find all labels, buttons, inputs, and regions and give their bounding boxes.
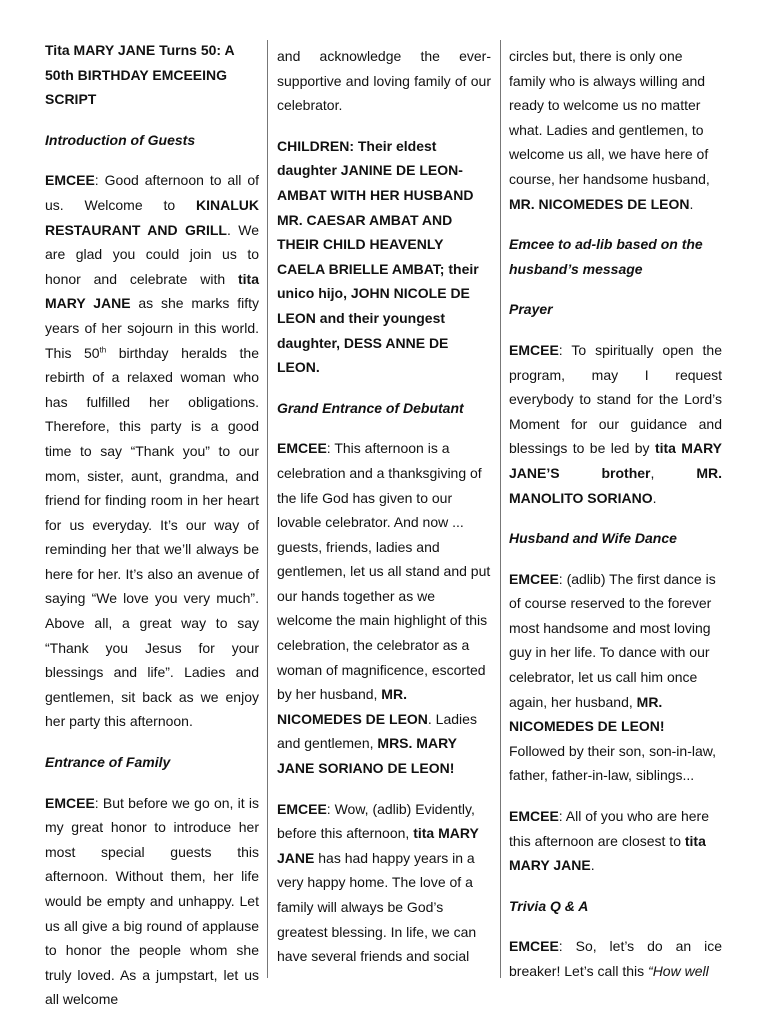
paragraph-welcome: EMCEE: Good afternoon to all of us. Welcome to KINALUK RESTAURANT AND GRILL. We are glad you could join us to honor and celebrate with tita MARY JANE as she marks fifty years of her sojourn in this world. This 50th birthday heralds the rebirth of a relaxed woman who has fulfilled her obligations. Therefore, this party is a good time to say “Thank you” to our mom, sister, aunt, grandma, and friend for finding room in her heart for us everyday. It’s our way of reminding her that we’ll always be here for her. It’s also an avenue of saying “We love you very much”. Above all, a great way to say “Thank you Jesus for your blessings and life”. Ladies and gentlemen, sit back as we enjoy her party this afternoon. — [45, 172, 260, 730]
column-3 — [509, 44, 722, 984]
heading-trivia: Trivia Q & A — [509, 897, 589, 914]
emcee-label: EMCEE — [509, 570, 559, 587]
emcee-label: EMCEE — [277, 440, 327, 457]
document-title: Tita MARY JANE Turns 50: A 50th BIRTHDAY EMCEEING SCRIPT — [45, 42, 235, 108]
heading-prayer: Prayer — [509, 301, 553, 318]
column-divider-left — [267, 40, 268, 978]
column-1 — [45, 38, 259, 1012]
paragraph-closest: EMCEE: All of you who are here this afternoon are closest to tita MARY JANE. — [509, 808, 709, 874]
column-divider-right — [500, 40, 501, 978]
paragraph-husband-welcome: circles but, there is only one family who is always willing and ready to welcome us no matter what. Ladies and gentlemen, to welcome us all, we have here of course, her handsome husband, MR. NICOMEDES DE LEON. — [509, 48, 710, 212]
emcee-label: EMCEE — [509, 938, 559, 955]
paragraph-family-continued: and acknowledge the ever-supportive and loving family of our celebrator. — [277, 48, 491, 114]
column-2 — [277, 44, 491, 969]
paragraph-ice-breaker: EMCEE: So, let’s do an ice breaker! Let’s call this “How well — [509, 938, 722, 979]
heading-introduction-of-guests: Introduction of Guests — [45, 131, 196, 148]
heading-grand-entrance: Grand Entrance of Debutant — [277, 399, 464, 416]
emcee-label: EMCEE — [277, 800, 327, 817]
paragraph-prayer: EMCEE: To spiritually open the program, may I request everybody to stand for the Lord’s Moment for our guidance and blessings to be led by tita MARY JANE’S brother, MR. MANOLITO SORIANO. — [509, 341, 723, 506]
emcee-label: EMCEE — [509, 341, 559, 358]
heading-ad-lib-note: Emcee to ad-lib based on the husband’s message — [509, 236, 703, 277]
emcee-label: EMCEE — [45, 794, 95, 811]
heading-husband-wife-dance: Husband and Wife Dance — [509, 530, 677, 547]
heading-entrance-of-family: Entrance of Family — [45, 754, 171, 771]
paragraph-grand-entrance: EMCEE: This afternoon is a celebration and a thanksgiving of the life God has given to our lovable celebrator. And now ... guests, friends, ladies and gentlemen, let us all stand and put our hands together as we welcome the main highlight of this celebration, the celebrator as a woman of magnificence, escorted by her husband, MR. NICOMEDES DE LEON. Ladies and gentlemen, MRS. MARY JANE SORIANO DE LEON! — [277, 440, 491, 777]
paragraph-first-dance: EMCEE: (adlib) The first dance is of course reserved to the forever most handsome and most loving guy in her life. To dance with our celebrator, let us call him once again, her husband, MR. NICOMEDES DE LEON! Followed by their son, son-in-law, father, father-in-law, siblings... — [509, 570, 716, 784]
paragraph-children: CHILDREN: Their eldest daughter JANINE DE LEON-AMBAT WITH HER HUSBAND MR. CAESAR AMBAT AND THEIR CHILD HEAVENLY CAELA BRIELLE AMBAT; their unico hijo, JOHN NICOLE DE LEON and their youngest daughter, DESS ANNE DE LEON. — [277, 137, 479, 376]
paragraph-happy-home: EMCEE: Wow, (adlib) Evidently, before this afternoon, tita MARY JANE has had happy years in a very happy home. The love of a family will always be God’s greatest blessing. In life, we can have several friends and social — [277, 800, 479, 965]
emcee-label: EMCEE — [45, 172, 95, 189]
paragraph-family-intro: EMCEE: But before we go on, it is my great honor to introduce her most special guests this afternoon. Without them, her life would be empty and unhappy. Let us all give a big round of applause to honor the people whom she truly loved. As a jumpstart, let us all welcome — [45, 794, 259, 1008]
emcee-label: EMCEE — [509, 808, 559, 825]
